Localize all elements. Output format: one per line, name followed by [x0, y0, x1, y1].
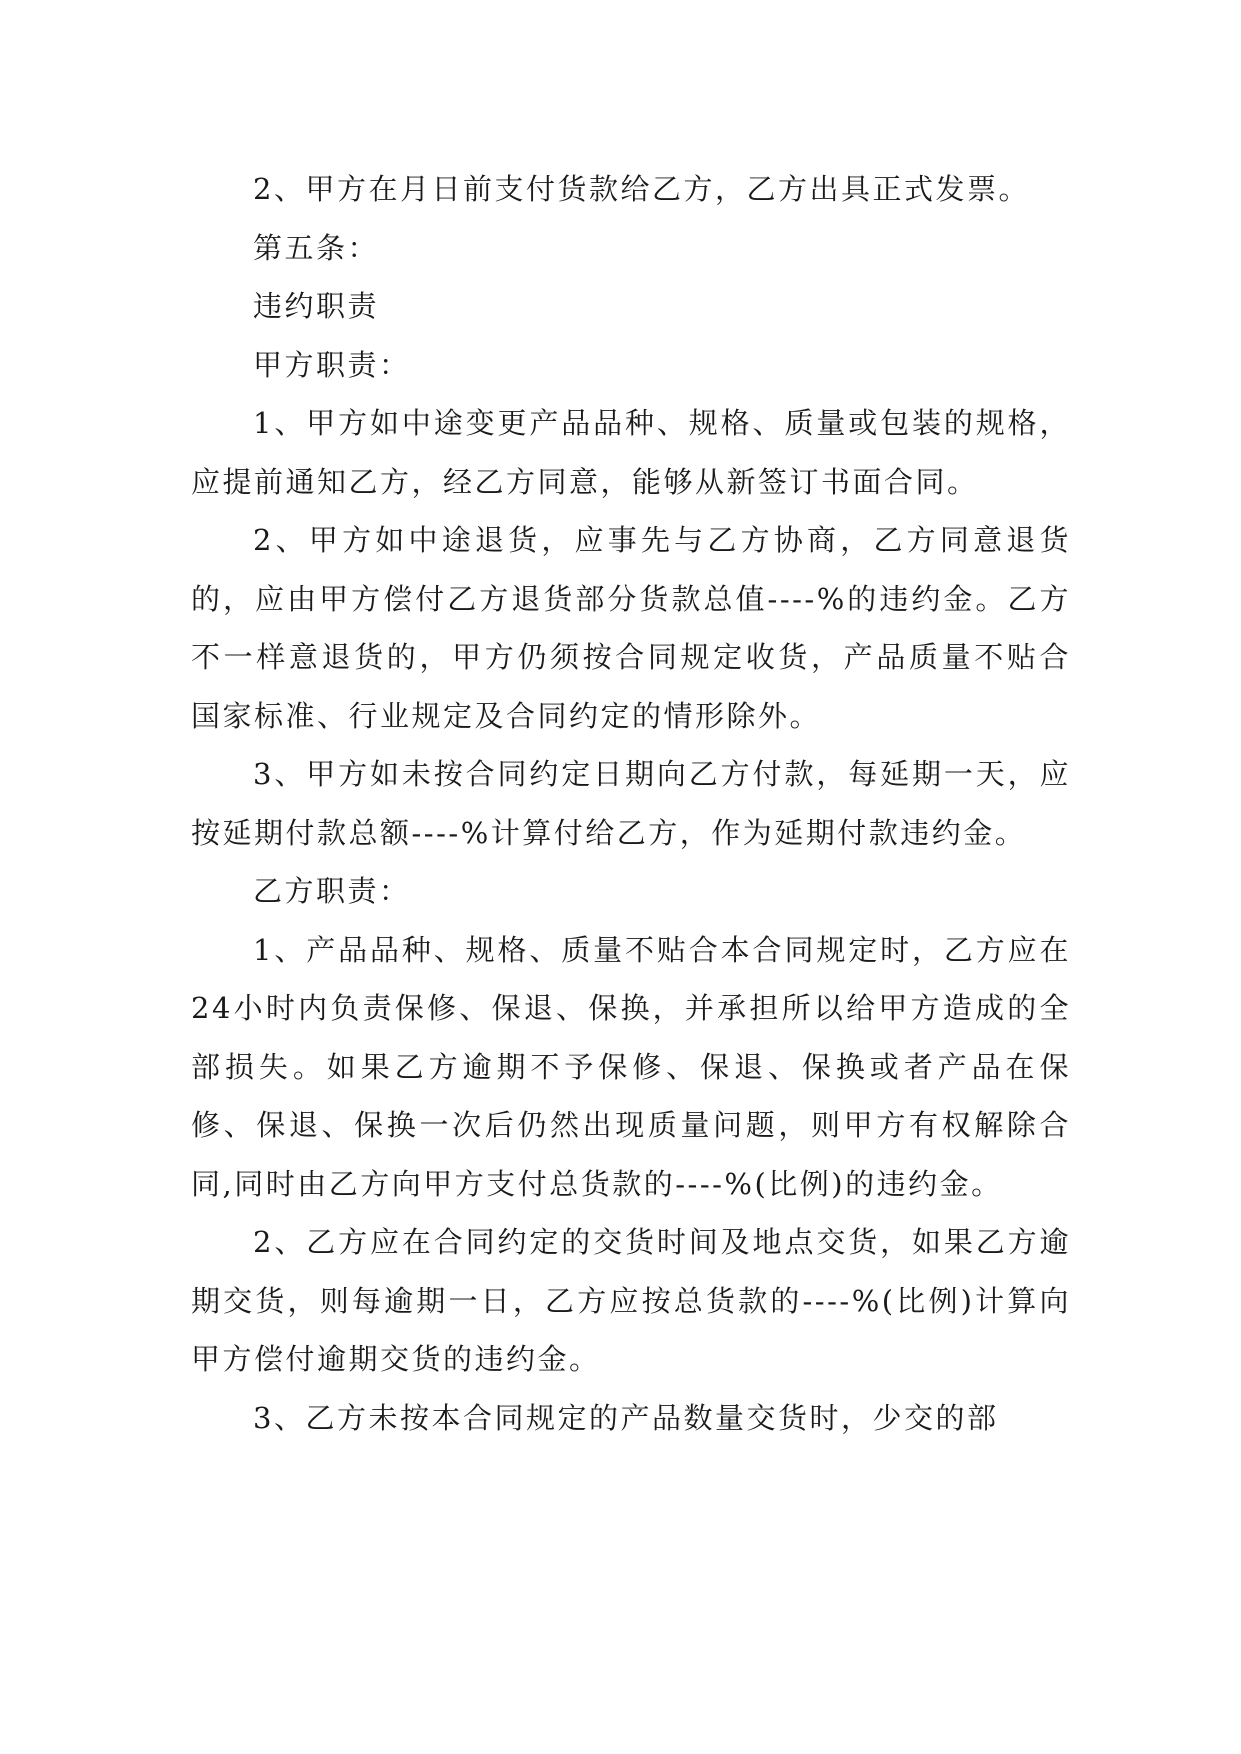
party-a-liability-heading: 甲方职责： — [253, 347, 411, 382]
payment-invoice-clause: 2、甲方在月日前支付货款给乙方，乙方出具正式发票。 — [253, 172, 1030, 206]
contract-body — [191, 160, 1071, 1447]
party-a-clause-1: 1、甲方如中途变更产品品种、规格、质量或包装的规格，应提前通知乙方，经乙方同意，能够从新签订书面合同。 — [191, 406, 1071, 499]
party-b-clause-2: 2、乙方应在合同约定的交货时间及地点交货，如果乙方逾期交货，则每逾期一日，乙方应按总货款的----%(比例)计算向甲方偿付逾期交货的违约金。 — [191, 1225, 1071, 1376]
party-a-clause-2: 2、甲方如中途退货，应事先与乙方协商，乙方同意退货的，应由甲方偿付乙方退货部分货款总值----%的违约金。乙方不一样意退货的，甲方仍须按合同规定收货，产品质量不贴合国家标准、行业规定及合同约定的情形除外。 — [191, 523, 1071, 733]
party-b-liability-heading: 乙方职责： — [253, 874, 411, 908]
party-a-clause-3: 3、甲方如未按合同约定日期向乙方付款，每延期一天，应按延期付款总额----%计算付给乙方，作为延期付款违约金。 — [191, 757, 1071, 850]
breach-liability-heading: 违约职责 — [253, 289, 380, 323]
article-five-heading: 第五条： — [253, 230, 380, 265]
party-b-clause-3: 3、乙方未按本合同规定的产品数量交货时，少交的部 — [253, 1400, 999, 1435]
party-b-clause-1: 1、产品品种、规格、质量不贴合本合同规定时，乙方应在24小时内负责保修、保退、保换，并承担所以给甲方造成的全部损失。如果乙方逾期不予保修、保退、保换或者产品在保修、保退、保换一次后仍然出现质量问题，则甲方有权解除合同,同时由乙方向甲方支付总货款的----%(比例)的违约金。 — [191, 932, 1071, 1201]
